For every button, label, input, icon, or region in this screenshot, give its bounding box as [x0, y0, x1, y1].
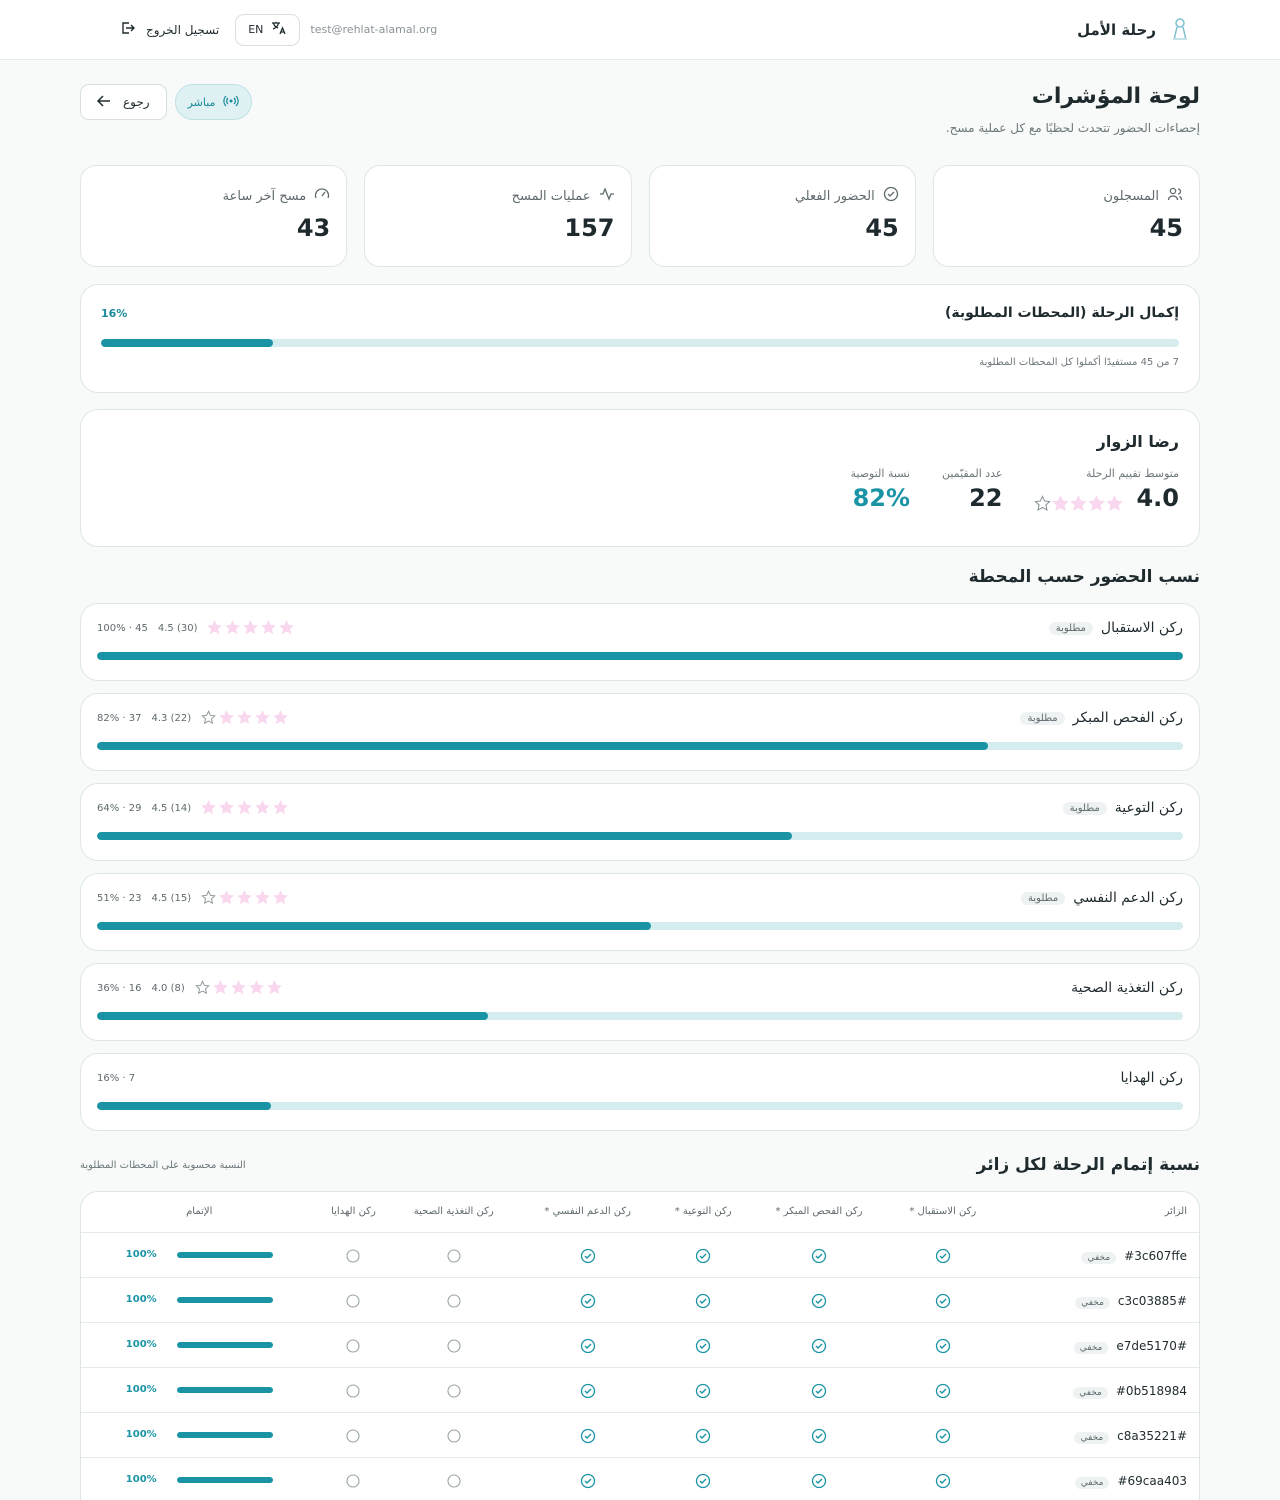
check-circle-icon [811, 1248, 827, 1264]
page-subtitle: إحصاءات الحضور تتحدث لحظيًا مع كل عملية مسح. [945, 121, 1200, 135]
empty-circle-icon [345, 1428, 361, 1444]
completion-title: إكمال الرحلة (المحطات المطلوبة) [944, 305, 1179, 321]
stat-label: عمليات المسح [511, 188, 591, 204]
completion-bar [177, 1432, 273, 1438]
visit-cell [889, 1457, 997, 1500]
star-filled-icon [219, 710, 235, 726]
completion-progress [81, 1294, 317, 1305]
hidden-tag: مخفي [1074, 1432, 1109, 1444]
visitor-cell [997, 1322, 1199, 1367]
station-card [80, 1053, 1200, 1131]
station-card [80, 603, 1200, 681]
check-circle-icon [811, 1338, 827, 1354]
station-progress-fill [97, 652, 1183, 660]
station-header [97, 890, 1183, 906]
station-count-percent: 82% · 37 [97, 712, 142, 724]
check-circle-icon [580, 1383, 596, 1399]
station-name-group [1063, 800, 1183, 816]
column-header: ركن التوعية * [657, 1192, 749, 1232]
star-filled-icon [255, 800, 271, 816]
star-filled-icon [207, 620, 223, 636]
completion-cell [81, 1367, 317, 1412]
journey-completion-card [80, 284, 1200, 393]
visit-cell [317, 1412, 389, 1457]
check-circle-icon [695, 1248, 711, 1264]
station-card [80, 693, 1200, 771]
station-progress-fill [97, 1102, 271, 1110]
raters-count-metric [942, 467, 1002, 512]
check-circle-icon [695, 1338, 711, 1354]
star-empty-icon [201, 710, 217, 726]
station-count-percent: 100% · 45 [97, 622, 148, 634]
brand-name: رحلة الأمل [1077, 20, 1156, 39]
station-stats [97, 800, 289, 816]
stat-value: 43 [296, 214, 331, 242]
star-filled-icon [225, 620, 241, 636]
station-name: ركن الدعم النفسي [1073, 890, 1183, 906]
station-rating: 4.5 (30) [157, 622, 198, 634]
column-header: ركن الفحص المبكر * [749, 1192, 889, 1232]
completion-percent: 100% [125, 1474, 157, 1485]
check-circle-icon [580, 1473, 596, 1489]
station-rating: 4.5 (15) [151, 892, 192, 904]
column-header: الزائر [997, 1192, 1199, 1232]
visit-cell [518, 1412, 657, 1457]
visitor-id: #c8a35221 [1117, 1429, 1187, 1443]
station-header [97, 1070, 1183, 1086]
completion-percent: 100% [125, 1384, 157, 1395]
stat-label-row [670, 186, 899, 206]
star-empty-icon [195, 980, 211, 996]
station-name-group [1120, 1070, 1183, 1086]
visitor-completion-table-card [80, 1191, 1200, 1500]
visit-cell [749, 1232, 889, 1277]
table-row [81, 1277, 1199, 1322]
station-rating-stars [207, 620, 295, 636]
live-badge [175, 84, 253, 120]
station-rating: 4.5 (14) [151, 802, 192, 814]
station-rating: 4.0 (8) [151, 982, 185, 994]
station-header [97, 620, 1183, 636]
station-rating: 4.3 (22) [151, 712, 192, 724]
completion-progress [81, 1339, 317, 1350]
station-name: ركن الاستقبال [1100, 620, 1183, 636]
station-header [97, 800, 1183, 816]
stat-card [649, 165, 916, 267]
table-row [81, 1457, 1199, 1500]
stat-card [933, 165, 1200, 267]
check-circle-icon [695, 1473, 711, 1489]
visit-cell [889, 1412, 997, 1457]
station-count-percent: 51% · 23 [97, 892, 142, 904]
star-filled-icon [219, 890, 235, 906]
recommendation-metric [850, 467, 910, 512]
visit-cell [657, 1457, 749, 1500]
station-stats [97, 1073, 135, 1084]
back-label: رجوع [123, 95, 150, 109]
star-filled-icon [249, 980, 265, 996]
star-filled-icon [255, 710, 271, 726]
completion-cell [81, 1412, 317, 1457]
empty-circle-icon [446, 1338, 462, 1354]
completion-percent: 100% [125, 1339, 157, 1350]
visit-cell [749, 1277, 889, 1322]
visit-cell [317, 1367, 389, 1412]
completion-progress [81, 1474, 317, 1485]
completion-cell [81, 1322, 317, 1367]
station-progress-fill [97, 922, 651, 930]
back-button[interactable] [80, 84, 167, 120]
station-rating-stars [195, 980, 283, 996]
star-filled-icon [1106, 490, 1122, 506]
star-filled-icon [213, 980, 229, 996]
completion-percent: 16% [101, 306, 128, 320]
completion-bar [177, 1252, 273, 1258]
completion-progress [81, 1429, 317, 1440]
station-name: ركن التغذية الصحية [1071, 980, 1183, 996]
visit-cell [317, 1277, 389, 1322]
star-filled-icon [273, 710, 289, 726]
stat-value: 157 [564, 214, 615, 242]
stat-label-row [385, 186, 614, 206]
check-circle-icon [935, 1383, 951, 1399]
visit-cell [317, 1322, 389, 1367]
column-header: ركن الاستقبال * [889, 1192, 997, 1232]
arrow-left-icon [97, 95, 111, 110]
star-filled-icon [279, 620, 295, 636]
visit-cell [389, 1277, 518, 1322]
stat-label: المسجلون [1103, 188, 1159, 204]
check-circle-icon [935, 1428, 951, 1444]
live-label: مباشر [187, 95, 216, 109]
completion-percent: 100% [125, 1249, 157, 1260]
brand[interactable] [1077, 18, 1190, 42]
visit-cell [317, 1457, 389, 1500]
visit-cell [889, 1322, 997, 1367]
stat-card [80, 165, 347, 267]
star-filled-icon [237, 710, 253, 726]
recommendation-value: 82% [852, 484, 911, 512]
satisfaction-title: رضا الزوار [1096, 432, 1179, 451]
visitor-cell [997, 1232, 1199, 1277]
station-count-percent: 64% · 29 [97, 802, 142, 814]
visitor-completion-table [81, 1192, 1199, 1500]
station-rating-stars [201, 800, 289, 816]
logout-button[interactable] [120, 20, 219, 39]
visit-cell [389, 1322, 518, 1367]
user-email: test@rehlat-alamal.org [310, 23, 438, 36]
station-rating-stars [201, 890, 289, 906]
station-progress-bar [97, 832, 1183, 840]
empty-circle-icon [446, 1293, 462, 1309]
station-name-group [1020, 710, 1183, 726]
stat-label: الحضور الفعلي [794, 188, 875, 204]
star-filled-icon [1070, 490, 1086, 506]
required-tag: مطلوبة [1049, 622, 1093, 635]
star-filled-icon [237, 890, 253, 906]
star-filled-icon [231, 980, 247, 996]
page-title: لوحة المؤشرات [1031, 84, 1200, 109]
station-progress-fill [97, 832, 792, 840]
star-filled-icon [1052, 490, 1068, 506]
station-rating-stars [201, 710, 289, 726]
average-rating-value: 4.0 [1136, 484, 1179, 512]
required-tag: مطلوبة [1063, 802, 1107, 815]
star-filled-icon [267, 980, 283, 996]
visit-cell [657, 1412, 749, 1457]
station-name-group [1021, 890, 1183, 906]
completion-progress-fill [101, 339, 273, 347]
visit-cell [657, 1277, 749, 1322]
station-card [80, 963, 1200, 1041]
table-row [81, 1412, 1199, 1457]
visit-cell [749, 1322, 889, 1367]
visit-cell [657, 1367, 749, 1412]
star-filled-icon [219, 800, 235, 816]
star-filled-icon [273, 890, 289, 906]
visit-cell [889, 1277, 997, 1322]
star-filled-icon [243, 620, 259, 636]
translate-icon [271, 21, 287, 38]
station-count-percent: 36% · 16 [97, 982, 142, 994]
logout-icon [120, 20, 136, 39]
station-name: ركن الهدايا [1120, 1070, 1183, 1086]
check-circle-icon [935, 1248, 951, 1264]
completion-bar [177, 1297, 273, 1303]
star-filled-icon [255, 890, 271, 906]
required-tag: مطلوبة [1021, 892, 1065, 905]
check-circle-icon [811, 1428, 827, 1444]
station-stats [97, 890, 289, 906]
visit-cell [749, 1367, 889, 1412]
stat-label: مسح آخر ساعة [222, 188, 307, 204]
raters-count-label: عدد المقيّمين [942, 467, 1003, 480]
completion-bar [177, 1387, 273, 1393]
table-row [81, 1322, 1199, 1367]
completion-cell [81, 1232, 317, 1277]
station-name: ركن التوعية [1114, 800, 1183, 816]
language-label: EN [248, 23, 264, 36]
check-circle-icon [580, 1293, 596, 1309]
visit-cell [518, 1367, 657, 1412]
station-count-percent: 16% · 7 [97, 1072, 136, 1084]
visitor-table-title: نسبة إتمام الرحلة لكل زائر [976, 1155, 1200, 1175]
visit-cell [389, 1367, 518, 1412]
star-filled-icon [201, 800, 217, 816]
station-progress-bar [97, 1012, 1183, 1020]
station-name-group [1071, 980, 1183, 996]
logout-label: تسجيل الخروج [146, 22, 220, 37]
hidden-tag: مخفي [1075, 1297, 1110, 1309]
empty-circle-icon [345, 1293, 361, 1309]
visit-cell [518, 1322, 657, 1367]
station-stats [97, 980, 283, 996]
visit-cell [518, 1457, 657, 1500]
required-tag: مطلوبة [1020, 712, 1064, 725]
station-header [97, 710, 1183, 726]
visitor-cell [997, 1412, 1199, 1457]
check-circle-icon [811, 1473, 827, 1489]
hidden-tag: مخفي [1081, 1252, 1116, 1264]
station-stats [97, 710, 289, 726]
stat-value: 45 [865, 214, 899, 242]
users-icon [1167, 186, 1183, 206]
broadcast-icon [223, 95, 239, 110]
completion-progress [81, 1384, 317, 1395]
star-empty-icon [1034, 490, 1050, 506]
visit-cell [317, 1232, 389, 1277]
star-filled-icon [1088, 490, 1104, 506]
station-card [80, 873, 1200, 951]
empty-circle-icon [345, 1338, 361, 1354]
ribbon-logo-icon [1170, 18, 1190, 42]
empty-circle-icon [345, 1248, 361, 1264]
activity-icon [599, 186, 615, 206]
stat-card [364, 165, 631, 267]
star-filled-icon [261, 620, 277, 636]
completion-percent: 100% [125, 1294, 157, 1305]
visitor-cell [997, 1367, 1199, 1412]
visitor-satisfaction-card [80, 409, 1200, 547]
empty-circle-icon [345, 1383, 361, 1399]
visit-cell [518, 1277, 657, 1322]
hidden-tag: مخفي [1074, 1342, 1109, 1354]
star-filled-icon [237, 800, 253, 816]
station-progress-fill [97, 1012, 488, 1020]
hidden-tag: مخفي [1073, 1387, 1108, 1399]
station-card [80, 783, 1200, 861]
star-empty-icon [201, 890, 217, 906]
visitor-cell [997, 1457, 1199, 1500]
visit-cell [389, 1412, 518, 1457]
check-circle-icon [695, 1293, 711, 1309]
visitor-id: #e7de5170 [1116, 1339, 1187, 1353]
check-circle-icon [580, 1428, 596, 1444]
visit-cell [749, 1412, 889, 1457]
visit-cell [749, 1457, 889, 1500]
check-circle-icon [935, 1338, 951, 1354]
completion-bar [177, 1477, 273, 1483]
station-name: ركن الفحص المبكر [1072, 710, 1183, 726]
completion-cell [81, 1277, 317, 1322]
gauge-icon [314, 186, 330, 206]
average-rating-label: متوسط تقييم الرحلة [1086, 467, 1179, 480]
station-progress-bar [97, 922, 1183, 930]
table-row [81, 1367, 1199, 1412]
station-name-group [1049, 620, 1183, 636]
check-circle-icon [580, 1338, 596, 1354]
visitor-id: #0b518984 [1115, 1384, 1187, 1398]
check-circle-icon [811, 1383, 827, 1399]
average-rating-metric [1034, 467, 1179, 512]
station-stats [97, 620, 295, 636]
empty-circle-icon [446, 1473, 462, 1489]
visit-cell [518, 1232, 657, 1277]
empty-circle-icon [446, 1248, 462, 1264]
check-circle-icon [695, 1428, 711, 1444]
check-circle-icon [935, 1293, 951, 1309]
check-circle-icon [695, 1383, 711, 1399]
completion-cell [81, 1457, 317, 1500]
completion-percent: 100% [125, 1429, 157, 1440]
empty-circle-icon [345, 1473, 361, 1489]
column-header: ركن التغذية الصحية [389, 1192, 518, 1232]
check-circle-icon [811, 1293, 827, 1309]
column-header: الإتمام [81, 1192, 317, 1232]
completion-bar [177, 1342, 273, 1348]
station-progress-fill [97, 742, 988, 750]
hidden-tag: مخفي [1075, 1477, 1110, 1489]
visitor-id: #3c607ffe [1124, 1249, 1187, 1263]
recommendation-label: نسبة التوصية [850, 467, 911, 480]
visit-cell [389, 1457, 518, 1500]
stat-value: 45 [1149, 214, 1183, 242]
station-progress-bar [97, 1102, 1183, 1110]
check-circle-icon [935, 1473, 951, 1489]
visitor-cell [997, 1277, 1199, 1322]
check-circle-icon [883, 186, 899, 206]
stat-label-row [954, 186, 1183, 206]
station-header [97, 980, 1183, 996]
top-bar [0, 0, 1280, 60]
visit-cell [889, 1367, 997, 1412]
visit-cell [657, 1322, 749, 1367]
raters-count-value: 22 [969, 484, 1003, 512]
stat-label-row [101, 186, 330, 206]
star-filled-icon [273, 800, 289, 816]
visitor-id: #c3c03885 [1117, 1294, 1187, 1308]
column-header: ركن الدعم النفسي * [518, 1192, 657, 1232]
completion-progress-bar [101, 339, 1179, 347]
average-rating-stars [1034, 490, 1122, 506]
visitor-table-note: النسبة محسوبة على المحطات المطلوبة [80, 1159, 246, 1171]
visit-cell [889, 1232, 997, 1277]
station-progress-bar [97, 742, 1183, 750]
empty-circle-icon [446, 1383, 462, 1399]
visit-cell [657, 1232, 749, 1277]
visit-cell [389, 1232, 518, 1277]
stations-section-title: نسب الحضور حسب المحطة [968, 567, 1200, 587]
completion-progress [81, 1249, 317, 1260]
visitor-id: #69caa403 [1117, 1474, 1187, 1488]
completion-note: 7 من 45 مستفيدًا أكملوا كل المحطات المطلوبة [979, 357, 1179, 368]
empty-circle-icon [446, 1428, 462, 1444]
station-progress-bar [97, 652, 1183, 660]
column-header: ركن الهدايا [317, 1192, 389, 1232]
table-row [81, 1232, 1199, 1277]
check-circle-icon [580, 1248, 596, 1264]
language-toggle-button[interactable] [235, 14, 300, 46]
